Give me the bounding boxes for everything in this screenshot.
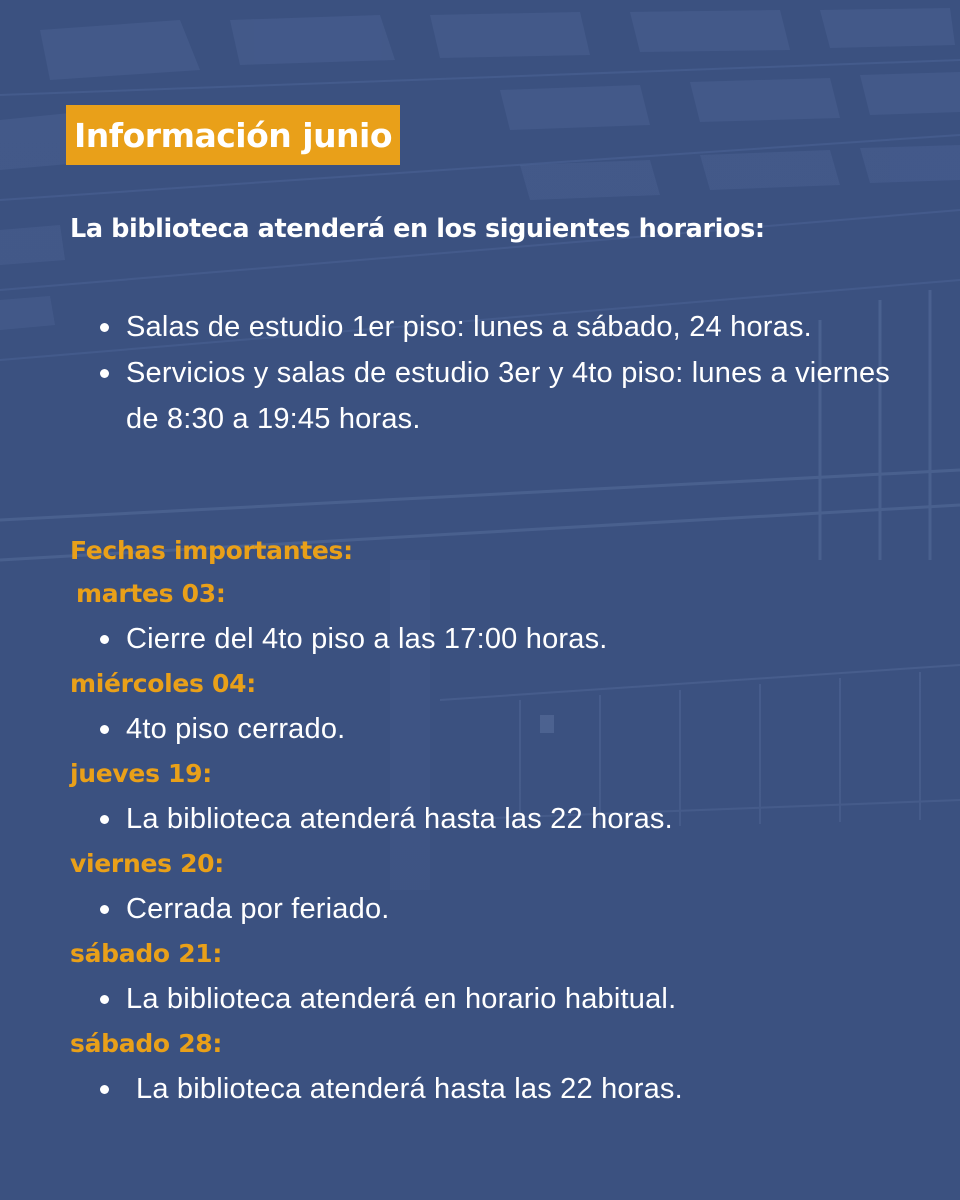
- date-item-text: La biblioteca atenderá hasta las 22 horas.: [126, 803, 673, 835]
- date-item-text: La biblioteca atenderá en horario habitual.: [126, 983, 677, 1015]
- bullet-icon: [100, 995, 109, 1004]
- important-dates-heading: Fechas importantes:: [70, 536, 353, 565]
- bullet-icon: [100, 635, 109, 644]
- date-item: [70, 705, 910, 753]
- date-item-text: Cierre del 4to piso a las 17:00 horas.: [126, 623, 608, 655]
- bullet-icon: [100, 815, 109, 824]
- poster-title: Información junio: [74, 115, 393, 155]
- bullet-icon: [100, 725, 109, 734]
- bullet-icon: [100, 323, 109, 332]
- hours-item: [70, 304, 890, 350]
- bullet-icon: [100, 1085, 109, 1094]
- date-item: [70, 885, 910, 933]
- date-label: martes 03:: [76, 579, 226, 608]
- date-label: jueves 19:: [70, 759, 212, 788]
- schedule-intro: La biblioteca atenderá en los siguientes horarios:: [70, 214, 765, 244]
- important-dates: [70, 528, 910, 1113]
- date-item: [70, 615, 910, 663]
- date-item-text: Cerrada por feriado.: [126, 893, 390, 925]
- bullet-icon: [100, 369, 109, 378]
- date-item: [70, 975, 910, 1023]
- date-item: [70, 795, 910, 843]
- hours-item-text: Salas de estudio 1er piso: lunes a sábado, 24 horas.: [126, 311, 812, 343]
- title-banner: [66, 105, 400, 165]
- bullet-icon: [100, 905, 109, 914]
- date-label: viernes 20:: [70, 849, 224, 878]
- opening-hours-list: [70, 304, 890, 442]
- hours-item: [70, 350, 890, 442]
- date-item-text: 4to piso cerrado.: [126, 713, 346, 745]
- hours-item-text: Servicios y salas de estudio 3er y 4to piso: lunes a viernes de 8:30 a 19:45 horas.: [126, 357, 890, 435]
- date-label: sábado 28:: [70, 1029, 223, 1058]
- date-item-text: La biblioteca atenderá hasta las 22 horas.: [136, 1073, 683, 1105]
- date-item: [70, 1065, 910, 1113]
- date-label: miércoles 04:: [70, 669, 256, 698]
- date-label: sábado 21:: [70, 939, 223, 968]
